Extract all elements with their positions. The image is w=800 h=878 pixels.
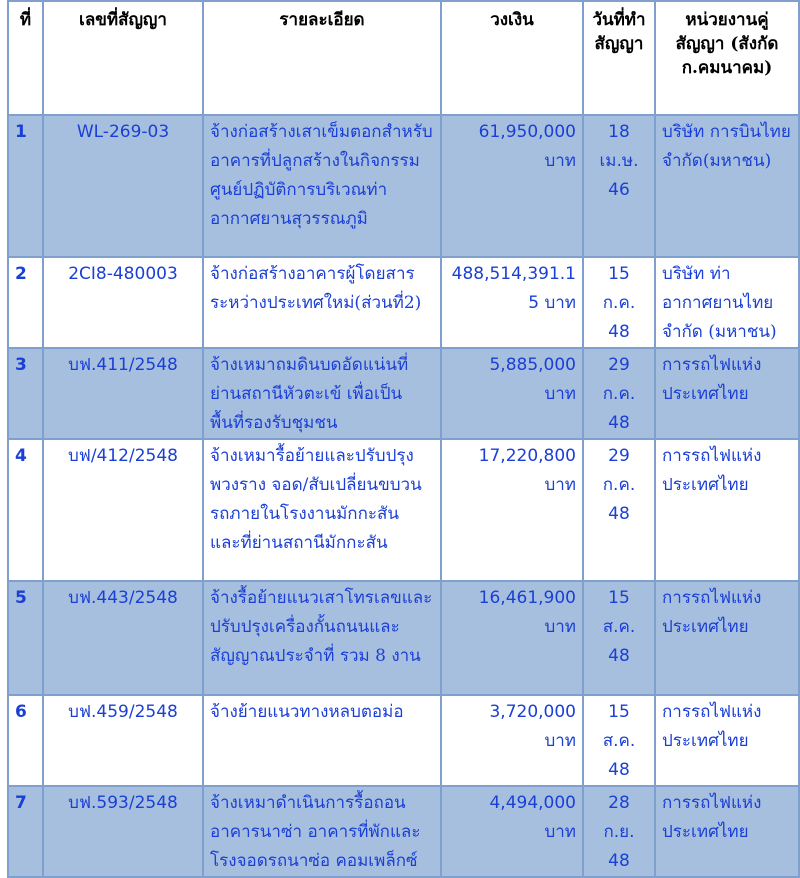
- table-row: [8, 786, 799, 877]
- contract-detail: [203, 786, 441, 877]
- detail-text: จ้างย้ายแนวทางหลบตอม่อ: [210, 702, 404, 722]
- contract-date: [583, 115, 655, 257]
- org-text: การรถไฟแห่งประเทศไทย: [662, 588, 762, 637]
- header-org: หน่วยงานคู่สัญญา (สังกัด ก.คมนาคม): [655, 1, 799, 115]
- date-year: 48: [608, 413, 630, 433]
- date-month: ก.ค.: [602, 384, 636, 404]
- amount-unit: บาท: [544, 822, 576, 842]
- amount-value: 16,461,900: [478, 588, 576, 608]
- amount-value: 488,514,391.15: [451, 264, 576, 313]
- header-no: ที่: [8, 1, 43, 115]
- contract-amount: [441, 439, 583, 581]
- row-number: 4: [8, 439, 43, 581]
- date-year: 48: [608, 504, 630, 524]
- date-day: 29: [608, 355, 630, 375]
- amount-value: 61,950,000: [478, 122, 576, 142]
- row-number: 5: [8, 581, 43, 695]
- contract-org: [655, 786, 799, 877]
- date-day: 15: [608, 702, 630, 722]
- contract-detail: [203, 348, 441, 439]
- amount-unit: บาท: [544, 293, 576, 313]
- contract-date: [583, 786, 655, 877]
- date-year: 48: [608, 646, 630, 666]
- header-date: วันที่ทำสัญญา: [583, 1, 655, 115]
- amount-unit: บาท: [544, 151, 576, 171]
- date-day: 15: [608, 264, 630, 284]
- contract-detail: [203, 439, 441, 581]
- contract-org: [655, 348, 799, 439]
- table-row: [8, 439, 799, 581]
- row-number: 1: [8, 115, 43, 257]
- contract-detail: [203, 581, 441, 695]
- date-month: ส.ค.: [602, 617, 636, 637]
- contract-org: [655, 695, 799, 786]
- contract-detail: [203, 695, 441, 786]
- contract-id: บฟ.411/2548: [43, 348, 203, 439]
- contract-id: บฟ.593/2548: [43, 786, 203, 877]
- date-day: 28: [608, 793, 630, 813]
- row-number: 6: [8, 695, 43, 786]
- contract-id: WL-269-03: [43, 115, 203, 257]
- date-month: ส.ค.: [602, 731, 636, 751]
- contracts-table: [7, 0, 800, 878]
- table-row: [8, 581, 799, 695]
- detail-text: จ้างก่อสร้างเสาเข็มตอกสำหรับอาคารที่ปลูกสร้างในกิจกรรมศูนย์ปฏิบัติการบริเวณท่าอากาศยานสุวรรณภูมิ: [210, 122, 433, 229]
- date-day: 15: [608, 588, 630, 608]
- detail-text: จ้างเหมาดำเนินการรื้อถอนอาคารนาซ่า อาคารที่พักและโรงจอดรถนาซ่อ คอมเพล็กซ์: [210, 793, 421, 871]
- date-year: 48: [608, 851, 630, 871]
- date-month: เม.ษ.: [599, 151, 639, 171]
- date-month: ก.ย.: [603, 822, 635, 842]
- detail-text: จ้างเหมารื้อย้ายและปรับปรุงพวงราง จอด/สับเปลี่ยนขบวนรถภายในโรงงานมักกะสัน และที่ย่านสถานีมักกะสัน: [210, 446, 422, 553]
- table-row: [8, 348, 799, 439]
- detail-text: จ้างเหมาถมดินบดอัดแน่นที่ย่านสถานีหัวตะเข้ เพื่อเป็นพื้นที่รองรับชุมชน: [210, 355, 409, 433]
- row-number: 2: [8, 257, 43, 348]
- amount-unit: บาท: [544, 475, 576, 495]
- contract-org: [655, 115, 799, 257]
- header-detail: รายละเอียด: [203, 1, 441, 115]
- contract-date: [583, 581, 655, 695]
- row-number: 3: [8, 348, 43, 439]
- date-year: 48: [608, 760, 630, 780]
- org-text: บริษัท การบินไทย จำกัด(มหาชน): [662, 122, 791, 171]
- contract-org: [655, 439, 799, 581]
- contract-date: [583, 348, 655, 439]
- amount-unit: บาท: [544, 731, 576, 751]
- table-row: [8, 695, 799, 786]
- date-day: 29: [608, 446, 630, 466]
- date-month: ก.ค.: [602, 293, 636, 313]
- amount-value: 4,494,000: [489, 793, 576, 813]
- amount-value: 3,720,000: [489, 702, 576, 722]
- date-day: 18: [608, 122, 630, 142]
- amount-value: 5,885,000: [489, 355, 576, 375]
- org-text: การรถไฟแห่งประเทศไทย: [662, 702, 762, 751]
- contract-date: [583, 695, 655, 786]
- contract-amount: [441, 257, 583, 348]
- header-row: [8, 1, 799, 115]
- amount-unit: บาท: [544, 617, 576, 637]
- contract-org: [655, 581, 799, 695]
- contract-detail: [203, 115, 441, 257]
- contract-amount: [441, 581, 583, 695]
- contract-date: [583, 439, 655, 581]
- date-year: 46: [608, 180, 630, 200]
- org-text: การรถไฟแห่งประเทศไทย: [662, 793, 762, 842]
- amount-unit: บาท: [544, 384, 576, 404]
- contracts-table-wrapper: [7, 0, 800, 878]
- date-year: 48: [608, 322, 630, 342]
- detail-text: จ้างรื้อย้ายแนวเสาโทรเลขและปรับปรุงเครื่องกั้นถนนและสัญญาณประจำที่ รวม 8 งาน: [210, 588, 433, 666]
- date-month: ก.ค.: [602, 475, 636, 495]
- contract-amount: [441, 695, 583, 786]
- contract-org: [655, 257, 799, 348]
- contract-date: [583, 257, 655, 348]
- contract-amount: [441, 348, 583, 439]
- table-row: [8, 115, 799, 257]
- row-number: 7: [8, 786, 43, 877]
- contract-amount: [441, 115, 583, 257]
- contract-amount: [441, 786, 583, 877]
- amount-value: 17,220,800: [478, 446, 576, 466]
- contract-detail: [203, 257, 441, 348]
- header-contract-id: เลขที่สัญญา: [43, 1, 203, 115]
- contract-id: บฟ.443/2548: [43, 581, 203, 695]
- org-text: การรถไฟแห่งประเทศไทย: [662, 355, 762, 404]
- detail-text: จ้างก่อสร้างอาคารผู้โดยสารระหว่างประเทศใหม่(ส่วนที่2): [210, 264, 422, 313]
- contract-id: บฟ.459/2548: [43, 695, 203, 786]
- table-row: [8, 257, 799, 348]
- org-text: บริษัท ท่าอากาศยานไทย จำกัด (มหาชน): [662, 264, 777, 342]
- contract-id: บฟ/412/2548: [43, 439, 203, 581]
- contract-id: 2CI8-480003: [43, 257, 203, 348]
- org-text: การรถไฟแห่งประเทศไทย: [662, 446, 762, 495]
- header-amount: วงเงิน: [441, 1, 583, 115]
